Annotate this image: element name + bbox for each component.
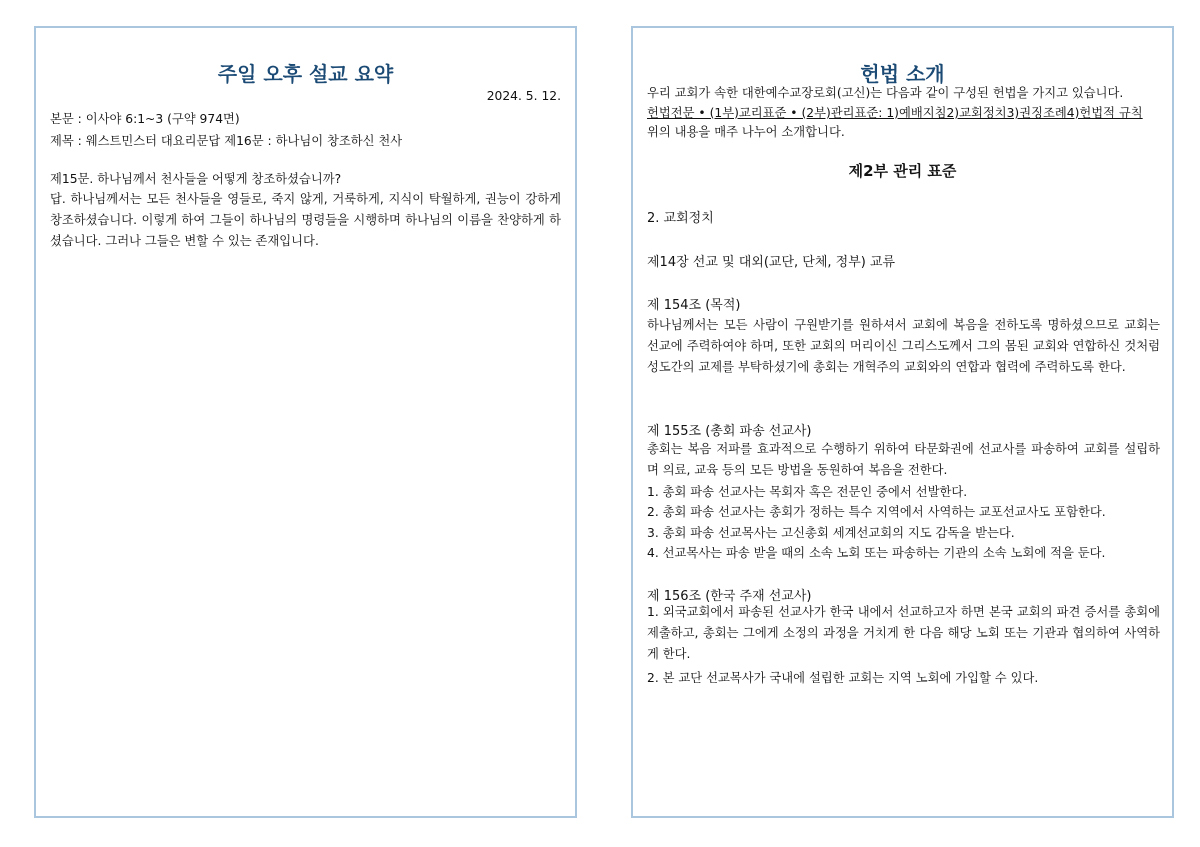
article-body: 총회는 복음 저파를 효과적으로 수행하기 위하여 타문화권에 선교사를 파송하여 교회를 설립하며 의료, 교육 등의 모든 방법을 동원하여 복음을 전한다. xyxy=(647,442,1160,477)
sermon-summary-page xyxy=(34,26,577,818)
article-heading: 제 154조 (목적) xyxy=(647,298,741,313)
scripture-reference: 본문 : 이사야 6:1~3 (구약 974면) xyxy=(50,112,240,126)
constitution-intro: 우리 교회가 속한 대한예수교장로회(고신)는 다음과 같이 구성된 헌법을 가지고 있습니다. xyxy=(647,86,1124,100)
list-item: 3. 총회 파송 선교목사는 고신총회 세계선교회의 지도 감독을 받는다. xyxy=(647,526,1015,540)
list-item: 2. 총회 파송 선교사는 총회가 정하는 특수 지역에서 사역하는 교포선교사도 포함한다. xyxy=(647,505,1106,519)
catechism-answer: 답. 하나님께서는 모든 천사들을 영들로, 죽지 않게, 거룩하게, 지식이 탁월하게, 권능이 강하게 창조하셨습니다. 이렇게 하여 그들이 하나님의 명령들을 시행하며 하나님의 이름을 찬양하게 하셨습니다. 그러나 그들은 변할 수 있는 존재입니다. xyxy=(50,192,561,248)
sermon-title: 주일 오후 설교 요약 xyxy=(217,62,394,86)
catechism-question: 제15문. 하나님께서 천사들을 어떻게 창조하셨습니까? xyxy=(50,172,342,186)
list-item: 4. 선교목사는 파송 받을 때의 소속 노회 또는 파송하는 기관의 소속 노회에 적을 둔다. xyxy=(647,546,1106,560)
article-heading: 제 156조 (한국 주재 선교사) xyxy=(647,589,812,604)
article-heading: 제 155조 (총회 파송 선교사) xyxy=(647,424,812,439)
article-body: 하나님께서는 모든 사람이 구원받기를 원하셔서 교회에 복음을 전하도록 명하셨으므로 교회는 선교에 주력하여야 하며, 또한 교회의 머리이신 그리스도께서 그의 몸된 교회와 연합하신 것처럼 성도간의 교제를 부탁하셨기에 총회는 개혁주의 교회와의 연합과 협력에 주력하도록 한다. xyxy=(647,318,1160,374)
sermon-date: 2024. 5. 12. xyxy=(486,89,561,103)
list-item: 2. 본 교단 선교목사가 국내에 설립한 교회는 지역 노회에 가입할 수 있다. xyxy=(647,671,1039,685)
list-item: 1. 외국교회에서 파송된 선교사가 한국 내에서 선교하고자 하면 본국 교회의 파견 증서를 총회에 제출하고, 총회는 그에게 소정의 과정을 거치게 한 다음 해당 노회 또는 기관과 협의하여 사역하게 한다. xyxy=(647,605,1160,661)
part-title: 제2부 관리 표준 xyxy=(848,162,957,180)
constitution-structure: 헌법전문 • (1부)교리표준 • (2부)관리표준: 1)예배지침2)교회정치3)권징조례4)헌법적 규칙 xyxy=(647,106,1143,120)
constitution-note: 위의 내용을 매주 나누어 소개합니다. xyxy=(647,125,845,139)
section-heading: 2. 교회정치 xyxy=(647,211,714,226)
sermon-subject: 제목 : 웨스트민스터 대요리문답 제16문 : 하나님이 창조하신 천사 xyxy=(50,134,403,148)
constitution-title: 헌법 소개 xyxy=(860,62,945,86)
constitution-intro-page xyxy=(631,26,1174,818)
list-item: 1. 총회 파송 선교사는 목회자 혹은 전문인 중에서 선발한다. xyxy=(647,485,968,499)
chapter-heading: 제14장 선교 및 대외(교단, 단체, 정부) 교류 xyxy=(647,255,896,270)
